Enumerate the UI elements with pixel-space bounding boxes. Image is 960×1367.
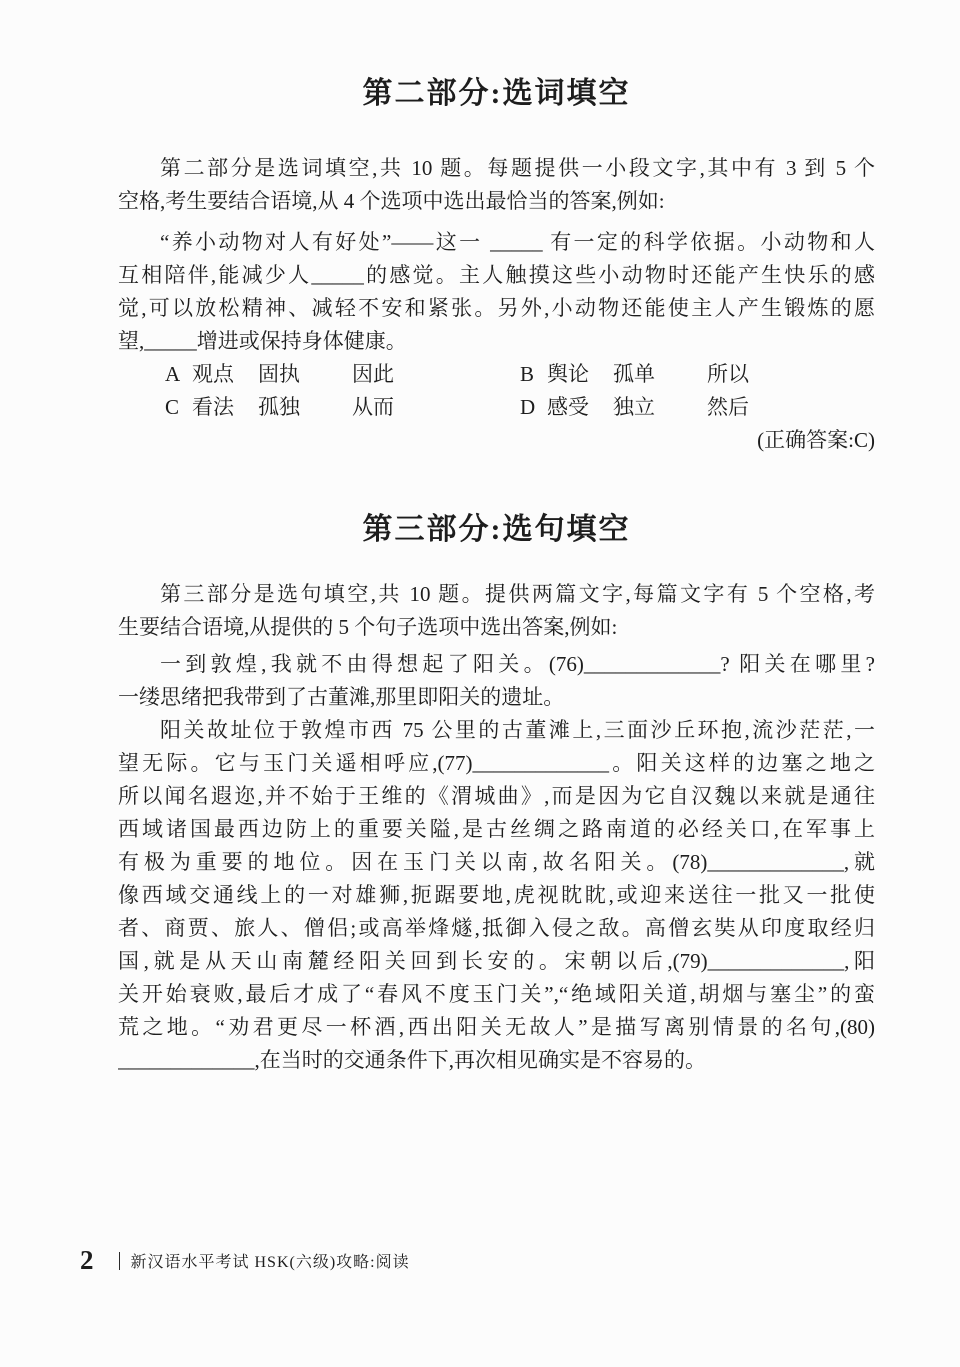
- option-word: 独立: [613, 395, 655, 419]
- text-line: 阳关故址位于敦煌市西 75 公里的古董滩上,三面沙丘环抱,流沙茫茫,一: [160, 718, 875, 742]
- text-line: 西域诸国最西边防上的重要关隘,是古丝绸之路南道的必经关口,在军事上: [118, 817, 875, 841]
- part3-passage-1: [118, 648, 875, 714]
- text-line: 一到敦煌,我就不由得想起了阳关。(76)_____________? 阳关在哪里?: [160, 652, 875, 676]
- option-word: 观点: [192, 362, 234, 386]
- option-word: 舆论: [547, 362, 589, 386]
- text-line: 所以闻名遐迩,并不始于王维的《渭城曲》,而是因为它自汉魏以来就是通往: [118, 784, 875, 808]
- option-letter: B: [520, 362, 535, 386]
- option-letter: D: [520, 395, 536, 419]
- option-word: 孤单: [613, 362, 655, 386]
- part3-passage-2: [118, 714, 875, 1077]
- text-line: 空格,考生要结合语境,从 4 个选项中选出最恰当的答案,例如:: [118, 189, 665, 213]
- part2-example-paragraph: [118, 226, 875, 358]
- text-line: 望无际。它与玉门关遥相呼应,(77)_____________。阳关这样的边塞之地之: [118, 751, 875, 775]
- text-line: 互相陪伴,能减少人_____的感觉。主人触摸这些小动物时还能产生快乐的感: [118, 263, 875, 287]
- option-a: [165, 358, 520, 391]
- options-row-1: [165, 358, 875, 391]
- page-footer: [80, 1245, 410, 1276]
- text-line: 荒之地。“劝君更尽一杯酒,西出阳关无故人”是描写离别情景的名句,(80): [118, 1015, 875, 1039]
- text-line: 有极为重要的地位。因在玉门关以南,故名阳关。(78)_____________,就: [118, 850, 875, 874]
- part2-options-block: [118, 358, 875, 424]
- text-line: 望,_____增进或保持身体健康。: [118, 329, 407, 353]
- footer-divider: [119, 1252, 120, 1270]
- book-title: 新汉语水平考试 HSK(六级)攻略:阅读: [130, 1254, 410, 1271]
- text-line: 国,就是从天山南麓经阳关回到长安的。宋朝以后,(79)_____________,阳: [118, 949, 875, 973]
- option-word: 因此: [352, 362, 394, 386]
- text-line: “养小动物对人有好处”——这一 _____ 有一定的科学依据。小动物和人: [160, 230, 875, 254]
- correct-answer-note: (正确答案:C): [757, 428, 875, 452]
- part3-title: 第三部分:选句填空: [362, 513, 631, 546]
- text-column: [118, 0, 875, 1077]
- option-d: [520, 391, 875, 424]
- option-c: [165, 391, 520, 424]
- options-row-2: [165, 391, 875, 424]
- option-word: 孤独: [258, 395, 300, 419]
- text-line: 生要结合语境,从提供的 5 个句子选项中选出答案,例如:: [118, 615, 618, 639]
- option-word: 从而: [352, 395, 394, 419]
- text-line: 关开始衰败,最后才成了“春风不度玉门关”,“绝域阳关道,胡烟与塞尘”的蛮: [118, 982, 875, 1006]
- text-line: 第二部分是选词填空,共 10 题。每题提供一小段文字,其中有 3 到 5 个: [160, 156, 875, 180]
- option-word: 所以: [707, 362, 749, 386]
- text-line: 第三部分是选句填空,共 10 题。提供两篇文字,每篇文字有 5 个空格,考: [160, 582, 875, 606]
- option-word: 看法: [192, 395, 234, 419]
- option-word: 然后: [707, 395, 749, 419]
- option-letter: C: [165, 395, 180, 419]
- option-letter: A: [165, 362, 181, 386]
- text-line: 一缕思绪把我带到了古董滩,那里即阳关的遗址。: [118, 685, 565, 709]
- option-word: 固执: [258, 362, 300, 386]
- text-line: 者、商贾、旅人、僧侣;或高举烽燧,抵御入侵之敌。高僧玄奘从印度取经归: [118, 916, 875, 940]
- page-number: 2: [80, 1245, 94, 1275]
- part2-title: 第二部分:选词填空: [362, 77, 631, 110]
- text-line: 像西域交通线上的一对雄狮,扼踞要地,虎视眈眈,或迎来送往一批又一批使: [118, 883, 875, 907]
- part2-intro-paragraph: [118, 152, 875, 218]
- text-line: _____________,在当时的交通条件下,再次相见确实是不容易的。: [118, 1048, 706, 1072]
- option-b: [520, 358, 875, 391]
- part3-intro-paragraph: [118, 578, 875, 644]
- text-line: 觉,可以放松精神、减轻不安和紧张。另外,小动物还能使主人产生锻炼的愿: [118, 296, 875, 320]
- option-word: 感受: [547, 395, 589, 419]
